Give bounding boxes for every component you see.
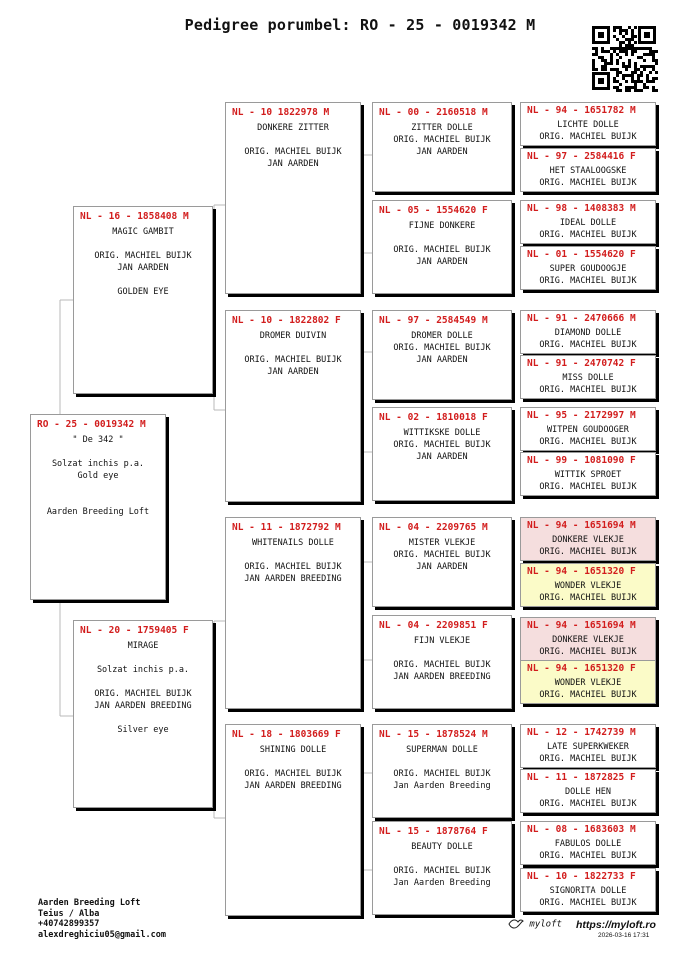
pigeon-name: WITTIK SPROET [554, 470, 622, 480]
myloft-logo [508, 917, 562, 931]
pigeon-name: MISTER VLEKJE [408, 538, 476, 548]
ring-number: NL - 94 - 1651694 M [527, 520, 636, 531]
pedigree-card-gen4 [520, 517, 656, 561]
pigeon-name: SIGNORITA DOLLE [549, 886, 627, 896]
pigeon-info: JAN AARDEN [117, 263, 169, 273]
pigeon-name: WITTIKSKE DOLLE [403, 428, 481, 438]
pigeon-info: ORIG. MACHIEL BUIJK [539, 178, 637, 188]
ring-number: NL - 15 - 1878764 F [379, 826, 488, 837]
pigeon-info: ORIG. MACHIEL BUIJK [539, 898, 637, 908]
spacer [373, 756, 511, 768]
ring-number: NL - 97 - 2584549 M [379, 315, 488, 326]
pigeon-name: IDEAL DOLLE [559, 218, 617, 228]
spacer [373, 232, 511, 244]
pedigree-card-gen2 [225, 517, 361, 709]
ring-number: NL - 01 - 1554620 F [527, 249, 636, 260]
pigeon-name: LATE SUPERKWEKER [547, 742, 629, 752]
pedigree-card-gen4 [520, 452, 656, 496]
pigeon-info: Jan Aarden Breeding [393, 781, 491, 791]
pigeon-info: JAN AARDEN [267, 367, 319, 377]
pigeon-info: JAN AARDEN BREEDING [244, 574, 342, 584]
pigeon-info: ORIG. MACHIEL BUIJK [393, 245, 491, 255]
pedigree-card-gen1 [73, 620, 213, 808]
pigeon-info: ORIG. MACHIEL BUIJK [539, 593, 637, 603]
pigeon-info: JAN AARDEN [267, 159, 319, 169]
pigeon-info: ORIG. MACHIEL BUIJK [393, 866, 491, 876]
pigeon-info: ORIG. MACHIEL BUIJK [94, 689, 192, 699]
pedigree-card-gen3 [372, 407, 512, 501]
pigeon-name: DOLLE HEN [564, 787, 612, 797]
pedigree-card-gen4 [520, 200, 656, 244]
pigeon-info: ORIG. MACHIEL BUIJK [393, 769, 491, 779]
spacer [226, 342, 360, 354]
pigeon-info: ORIG. MACHIEL BUIJK [539, 754, 637, 764]
loft-name: Aarden Breeding Loft [38, 898, 141, 908]
pigeon-info: ORIG. MACHIEL BUIJK [539, 851, 637, 861]
pedigree-card-gen2 [225, 310, 361, 502]
pigeon-info: ORIG. MACHIEL BUIJK [244, 147, 342, 157]
loft-phone: +40742899357 [38, 919, 100, 929]
spacer [226, 134, 360, 146]
pigeon-info: JAN AARDEN BREEDING [393, 672, 491, 682]
pigeon-info: ORIG. MACHIEL BUIJK [244, 355, 342, 365]
ring-number: NL - 02 - 1810018 F [379, 412, 488, 423]
pedigree-card-subject [30, 414, 166, 600]
ring-number: NL - 16 - 1858408 M [80, 211, 189, 222]
ring-number: NL - 99 - 1081090 F [527, 455, 636, 466]
pigeon-icon [508, 917, 524, 931]
logo-text: myloft [529, 919, 562, 930]
pedigree-card-gen4 [520, 407, 656, 451]
pedigree-card-gen4 [520, 563, 656, 607]
pedigree-card-gen4 [520, 769, 656, 813]
pigeon-info: ORIG. MACHIEL BUIJK [539, 385, 637, 395]
ring-number: NL - 05 - 1554620 F [379, 205, 488, 216]
ring-number: NL - 91 - 2470742 F [527, 358, 636, 369]
ring-number: NL - 94 - 1651320 F [527, 566, 636, 577]
spacer [226, 756, 360, 768]
ring-number: NL - 10 - 1822733 F [527, 871, 636, 882]
pedigree-card-gen4 [520, 868, 656, 912]
pedigree-card-gen3 [372, 200, 512, 294]
pigeon-name: SUPERMAN DOLLE [406, 745, 478, 755]
pigeon-info: Jan Aarden Breeding [393, 878, 491, 888]
pigeon-name: FIJN VLEKJE [413, 636, 471, 646]
pigeon-info: ORIG. MACHIEL BUIJK [393, 440, 491, 450]
spacer [74, 676, 212, 688]
pedigree-card-gen3 [372, 821, 512, 915]
pigeon-info: ORIG. MACHIEL BUIJK [539, 340, 637, 350]
ring-number: NL - 08 - 1683603 M [527, 824, 636, 835]
pedigree-card-gen4 [520, 724, 656, 768]
pigeon-name: WHITENAILS DOLLE [252, 538, 334, 548]
spacer [31, 494, 165, 506]
pedigree-card-gen4 [520, 355, 656, 399]
pigeon-info: ORIG. MACHIEL BUIJK [539, 799, 637, 809]
pigeon-name: WITPEN GOUDOOGER [547, 425, 629, 435]
pigeon-name: HET STAALOOGSKE [549, 166, 627, 176]
ring-number: NL - 20 - 1759405 F [80, 625, 189, 636]
pedigree-card-gen4 [520, 310, 656, 354]
spacer [74, 712, 212, 724]
pigeon-info: JAN AARDEN [416, 257, 468, 267]
pedigree-card-gen4 [520, 660, 656, 704]
pedigree-card-gen4 [520, 246, 656, 290]
site-link[interactable]: https://myloft.ro [576, 919, 656, 931]
pigeon-info: ORIG. MACHIEL BUIJK [539, 547, 637, 557]
spacer [31, 482, 165, 494]
ring-number: NL - 18 - 1803669 F [232, 729, 341, 740]
ring-number: NL - 97 - 2584416 F [527, 151, 636, 162]
pedigree-card-gen3 [372, 615, 512, 709]
pigeon-name: FIJNE DONKERE [408, 221, 476, 231]
spacer [373, 853, 511, 865]
pigeon-info: ORIG. MACHIEL BUIJK [539, 230, 637, 240]
pigeon-info: ORIG. MACHIEL BUIJK [393, 660, 491, 670]
ring-number: NL - 11 - 1872825 F [527, 772, 636, 783]
pigeon-info: JAN AARDEN [416, 562, 468, 572]
pedigree-card-gen1 [73, 206, 213, 394]
spacer [226, 549, 360, 561]
pigeon-name: WONDER VLEKJE [554, 581, 622, 591]
pigeon-name: BEAUTY DOLLE [411, 842, 473, 852]
ring-number: NL - 04 - 2209851 F [379, 620, 488, 631]
spacer [31, 446, 165, 458]
spacer [373, 647, 511, 659]
ring-number: NL - 00 - 2160518 M [379, 107, 488, 118]
pigeon-name: WONDER VLEKJE [554, 678, 622, 688]
ring-number: NL - 95 - 2172997 M [527, 410, 636, 421]
pedigree-card-gen3 [372, 724, 512, 818]
pigeon-name: DIAMOND DOLLE [554, 328, 622, 338]
pigeon-info: Silver eye [117, 725, 169, 735]
ring-number: NL - 04 - 2209765 M [379, 522, 488, 533]
pedigree-card-gen2 [225, 724, 361, 916]
pigeon-name: FABULOS DOLLE [554, 839, 622, 849]
pigeon-info: ORIG. MACHIEL BUIJK [539, 437, 637, 447]
pigeon-info: Gold eye [77, 471, 119, 481]
loft-location: Teius / Alba [38, 908, 100, 919]
pigeon-info: ORIG. MACHIEL BUIJK [94, 251, 192, 261]
pigeon-name: DONKERE VLEKJE [552, 535, 624, 545]
pigeon-name: MAGIC GAMBIT [112, 227, 174, 237]
ring-number: NL - 12 - 1742739 M [527, 727, 636, 738]
pigeon-info: JAN AARDEN [416, 355, 468, 365]
pigeon-name: DROMER DOLLE [411, 331, 473, 341]
pigeon-info: ORIG. MACHIEL BUIJK [539, 132, 637, 142]
pedigree-card-gen4 [520, 821, 656, 865]
ring-number: NL - 94 - 1651694 M [527, 620, 636, 631]
pigeon-info: ORIG. MACHIEL BUIJK [393, 550, 491, 560]
ring-number: NL - 94 - 1651320 F [527, 663, 636, 674]
pedigree-card-gen4 [520, 148, 656, 192]
pigeon-info: ORIG. MACHIEL BUIJK [539, 690, 637, 700]
spacer [74, 652, 212, 664]
pigeon-name: ZITTER DOLLE [411, 123, 473, 133]
pigeon-info: ORIG. MACHIEL BUIJK [244, 769, 342, 779]
print-timestamp: 2026-03-16 17:31 [598, 932, 650, 939]
pigeon-name: DONKERE VLEKJE [552, 635, 624, 645]
pedigree-card-gen3 [372, 102, 512, 192]
ring-number: NL - 94 - 1651782 M [527, 105, 636, 116]
pedigree-card-gen3 [372, 517, 512, 607]
pigeon-info: ORIG. MACHIEL BUIJK [539, 647, 637, 657]
ring-number: NL - 15 - 1878524 M [379, 729, 488, 740]
pigeon-info: GOLDEN EYE [117, 287, 169, 297]
ring-number: NL - 91 - 2470666 M [527, 313, 636, 324]
pigeon-name: SUPER GOUDOOGJE [549, 264, 627, 274]
pigeon-name: DROMER DUIVIN [259, 331, 327, 341]
pedigree-card-gen3 [372, 310, 512, 400]
pigeon-info: JAN AARDEN BREEDING [94, 701, 192, 711]
pigeon-info: ORIG. MACHIEL BUIJK [539, 482, 637, 492]
footer-contact [38, 898, 166, 940]
pigeon-name: LICHTE DOLLE [557, 120, 619, 130]
pigeon-name: DONKERE ZITTER [257, 123, 329, 133]
pigeon-info: JAN AARDEN [416, 147, 468, 157]
pedigree-card-gen4 [520, 617, 656, 661]
ring-number: NL - 10 1822978 M [232, 107, 330, 118]
pigeon-name: MIRAGE [127, 641, 159, 651]
ring-number: NL - 11 - 1872792 M [232, 522, 341, 533]
pigeon-info: Solzat inchis p.a. [51, 459, 145, 469]
pigeon-name: MISS DOLLE [562, 373, 614, 383]
loft-email[interactable]: alexdreghiciu05@gmail.com [38, 929, 166, 940]
pigeon-name: " De 342 " [72, 435, 124, 445]
pigeon-info: Solzat inchis p.a. [96, 665, 190, 675]
pedigree-card-gen4 [520, 102, 656, 146]
pigeon-info: ORIG. MACHIEL BUIJK [393, 343, 491, 353]
spacer [74, 238, 212, 250]
pigeon-info: ORIG. MACHIEL BUIJK [244, 562, 342, 572]
pigeon-info: Aarden Breeding Loft [46, 507, 150, 517]
pigeon-info: JAN AARDEN BREEDING [244, 781, 342, 791]
page-title: Pedigree porumbel: RO - 25 - 0019342 M [184, 16, 536, 34]
ring-number: RO - 25 - 0019342 M [37, 419, 146, 430]
spacer [74, 274, 212, 286]
pigeon-info: ORIG. MACHIEL BUIJK [539, 276, 637, 286]
ring-number: NL - 10 - 1822802 F [232, 315, 341, 326]
pigeon-name: SHINING DOLLE [259, 745, 327, 755]
ring-number: NL - 98 - 1408383 M [527, 203, 636, 214]
pigeon-info: JAN AARDEN [416, 452, 468, 462]
pigeon-info: ORIG. MACHIEL BUIJK [393, 135, 491, 145]
pedigree-card-gen2 [225, 102, 361, 294]
